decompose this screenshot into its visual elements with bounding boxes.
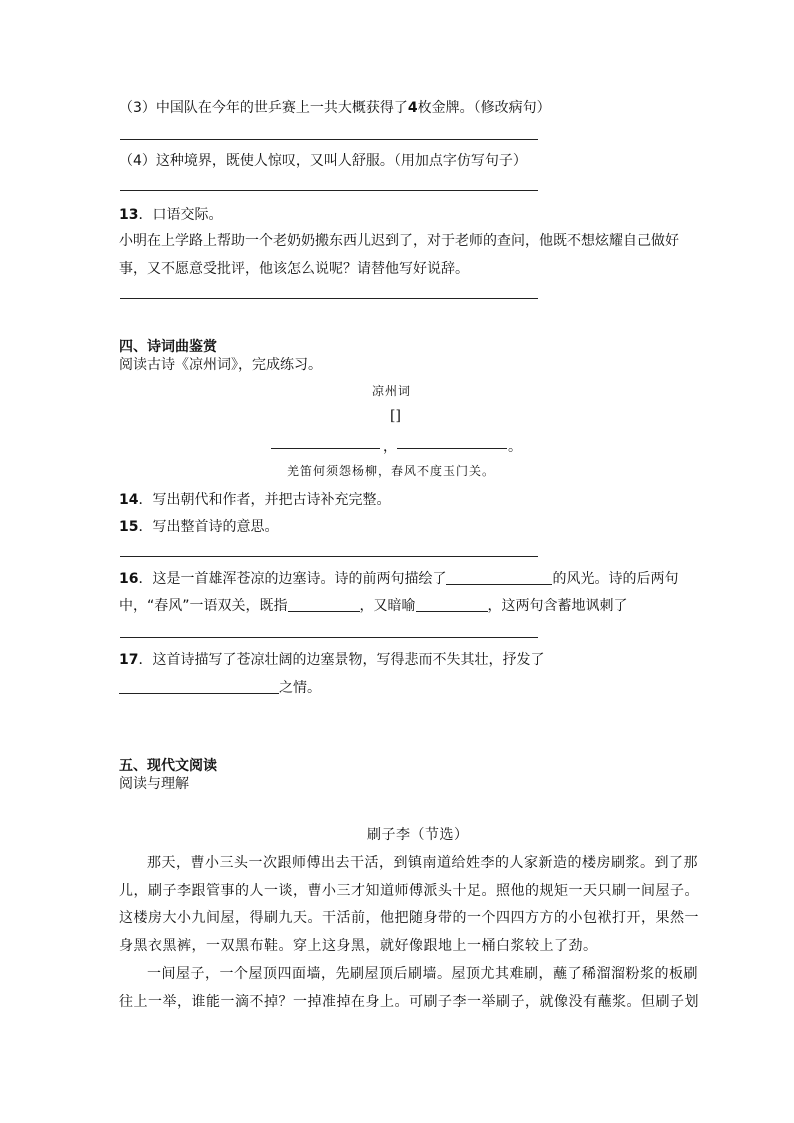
- poem-blank-2[interactable]: [397, 448, 507, 449]
- question-4: [119, 150, 527, 170]
- question-16-text-2: 的风光。诗的后两句: [552, 571, 679, 587]
- question-16-blank-3[interactable]: [416, 597, 488, 612]
- answer-line-q15[interactable]: [120, 556, 538, 557]
- question-16-text-1: ．这是一首雄浑苍凉的边塞诗。诗的前两句描绘了: [138, 571, 447, 587]
- question-16-text-3: 中，“春风”一语双关，既指: [119, 598, 288, 614]
- question-17-blank[interactable]: [119, 679, 279, 694]
- question-16-line-1: [119, 568, 678, 588]
- question-3-text-end: 枚金牌。（修改病句）: [417, 100, 551, 116]
- question-13-number: 13: [119, 207, 139, 223]
- question-16-text-4: ，又暗喻: [359, 598, 416, 614]
- question-15-text: ．写出整首诗的意思。: [138, 519, 279, 535]
- question-16-text-5: ，这两句含蓄地讽刺了: [487, 598, 628, 614]
- question-3-text: 中国队在今年的世乒赛上一共大概获得了: [155, 100, 408, 116]
- answer-line-q13[interactable]: [120, 298, 538, 299]
- question-17-line-1: [119, 649, 544, 669]
- poem-title: 凉州词: [372, 384, 412, 398]
- article-line: 身黑衣黑裤，一双黑布鞋。穿上这身黑，就好像跟地上一桶白浆较上了劲。: [119, 938, 598, 954]
- article-line: 儿，刷子李跟管事的人一谈，曹小三才知道师傅派头十足。照他的规矩一天只刷一间屋子。: [119, 883, 699, 899]
- question-13-line-1: 小明在上学路上帮助一个老奶奶搬东西儿迟到了，对于老师的查问，他既不想炫耀自己做好: [119, 233, 679, 249]
- question-17-text-1: ．这首诗描写了苍凉壮阔的边塞景物，写得悲而不失其壮，抒发了: [138, 652, 545, 668]
- section-4-intro: 阅读古诗《凉州词》，完成练习。: [119, 357, 322, 373]
- question-16-blank-2[interactable]: [288, 597, 360, 612]
- article-line: 一间屋子，一个屋顶四面墙，先刷屋顶后刷墙。屋顶尤其难刷，蘸了稀溜溜粉浆的板刷: [147, 966, 698, 982]
- question-4-number: （4）: [119, 153, 156, 169]
- poem-blank-1[interactable]: [271, 448, 380, 449]
- poem-last-line: 羌笛何须怨杨柳，春风不度玉门关。: [287, 464, 496, 478]
- question-16-line-2: [119, 595, 628, 615]
- answer-line-q16[interactable]: [120, 637, 538, 638]
- question-3: [119, 97, 551, 117]
- question-14-text: ．写出朝代和作者，并把古诗补充完整。: [138, 492, 391, 508]
- question-15: [119, 516, 278, 536]
- section-4-heading: 四、诗词曲鉴赏: [119, 339, 217, 355]
- article-title: 刷子李（节选）: [367, 827, 469, 843]
- question-17-text-2: 之情。: [279, 680, 321, 696]
- article-line: 这楼房大小九间屋，得刷九天。干活前，他把随身带的一个四四方方的小包袱打开，果然一: [119, 910, 699, 926]
- poem-author-placeholder: []: [390, 408, 401, 424]
- question-3-number: （3）: [119, 100, 156, 116]
- answer-line-q4[interactable]: [120, 190, 538, 191]
- section-5-intro: 阅读与理解: [119, 776, 189, 792]
- question-13-line-2: 事，又不愿意受批评，他该怎么说呢？请替他写好说辞。: [119, 261, 469, 277]
- question-17-line-2: [119, 677, 321, 697]
- question-16-blank-1[interactable]: [446, 570, 552, 585]
- question-14: [119, 489, 390, 509]
- question-17-number: 17: [119, 652, 139, 668]
- section-5-heading: 五、现代文阅读: [119, 758, 217, 774]
- article-line: 那天，曹小三头一次跟师傅出去干活，到镇南道给姓李的人家新造的楼房刷浆。到了那: [147, 855, 698, 871]
- answer-line-q3[interactable]: [120, 139, 538, 140]
- article-line: 往上一举，谁能一滴不掉？一掉准掉在身上。可刷子李一举刷子，就像没有蘸浆。但刷子划: [119, 994, 699, 1010]
- question-16-number: 16: [119, 571, 139, 587]
- question-13-title: ．口语交际。: [138, 207, 223, 223]
- question-3-bold-number: 4: [407, 100, 418, 116]
- question-4-text: 这种境界，既使人惊叹，又叫人舒服。（用加点字仿写句子）: [155, 153, 527, 169]
- question-14-number: 14: [119, 492, 139, 508]
- question-15-number: 15: [119, 519, 139, 535]
- question-13-heading: [119, 204, 222, 224]
- poem-comma: ，: [383, 439, 397, 455]
- poem-period: 。: [508, 439, 522, 455]
